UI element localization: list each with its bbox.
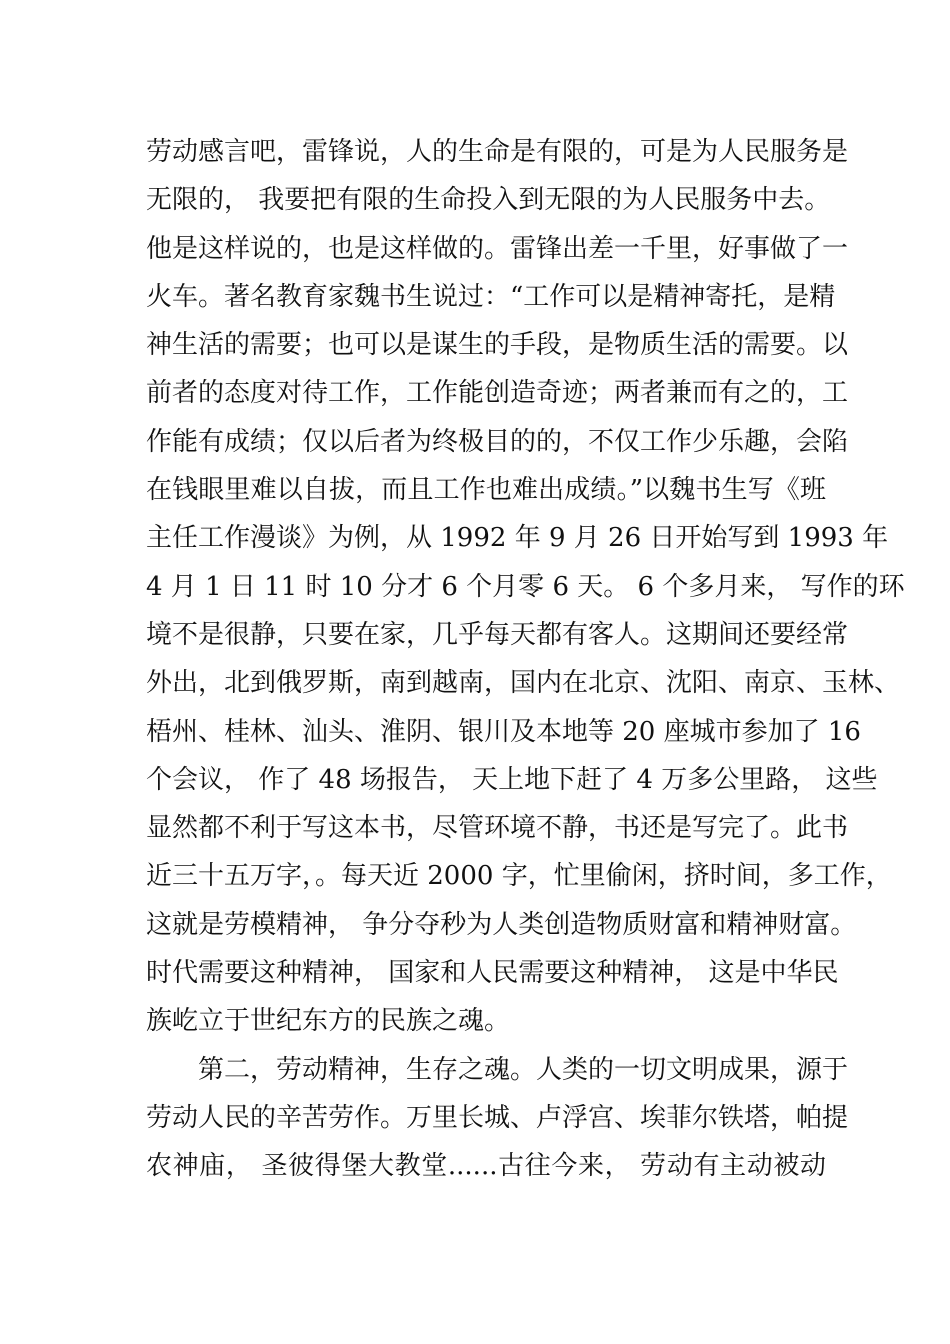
text-line: 无限的， 我要把有限的生命投入到无限的为人民服务中去。 [146,185,831,216]
text-line: 在钱眼里难以自拔，而且工作也难出成绩。”以魏书生写《班 [146,475,826,506]
text-line: 他是这样说的，也是这样做的。雷锋出差一千里，好事做了一 [146,233,849,264]
text-line: 火车。著名教育家魏书生说过：“工作可以是精神寄托，是精 [146,281,836,312]
text-line: 个会议， 作了 48 场报告， 天上地下赶了 4 万多公里路， 这些 [146,764,878,795]
text-line: 劳动感言吧，雷锋说，人的生命是有限的，可是为人民服务是 [146,137,849,167]
text-line: 族屹立于世纪东方的民族之魂。 [146,1006,511,1037]
text-line: 梧州、桂林、汕头、淮阴、银川及本地等 20 座城市参加了 16 [146,716,861,747]
paragraph-2 [146,1046,849,1191]
paragraph-1 [146,128,905,1046]
text-line: 境不是很静，只要在家，几乎每天都有客人。这期间还要经常 [146,619,849,650]
text-line: 农神庙， 圣彼得堡大教堂......古往今来， 劳动有主动被动 [146,1151,826,1182]
text-line: 这就是劳模精神， 争分夺秒为人类创造物质财富和精神财富。 [146,909,857,940]
body-text [146,128,905,1191]
text-line: 前者的态度对待工作，工作能创造奇迹；两者兼而有之的，工 [146,378,849,409]
text-line: 作能有成绩；仅以后者为终极目的的，不仅工作少乐趣，会陷 [146,426,849,457]
text-line: 第二，劳动精神，生存之魂。人类的一切文明成果，源于 [198,1054,849,1085]
text-line: 主任工作漫谈》为例，从 1992 年 9 月 26 日开始写到 1993 年 [146,523,889,554]
text-line: 时代需要这种精神， 国家和人民需要这种精神， 这是中华民 [146,958,839,989]
text-line: 显然都不利于写这本书，尽管环境不静，书还是写完了。此书 [146,813,849,844]
text-line: 外出，北到俄罗斯，南到越南，国内在北京、沈阳、南京、玉林、 [146,668,901,699]
text-line: 近三十五万字，。每天近 2000 字，忙里偷闲，挤时间，多工作， [146,861,892,892]
text-line: 劳动人民的辛苦劳作。万里长城、卢浮宫、埃菲尔铁塔，帕提 [146,1102,849,1133]
text-line: 4 月 1 日 11 时 10 分才 6 个月零 6 天。 6 个多月来， 写作的环 [146,571,905,602]
text-line: 神生活的需要；也可以是谋生的手段，是物质生活的需要。以 [146,330,849,361]
